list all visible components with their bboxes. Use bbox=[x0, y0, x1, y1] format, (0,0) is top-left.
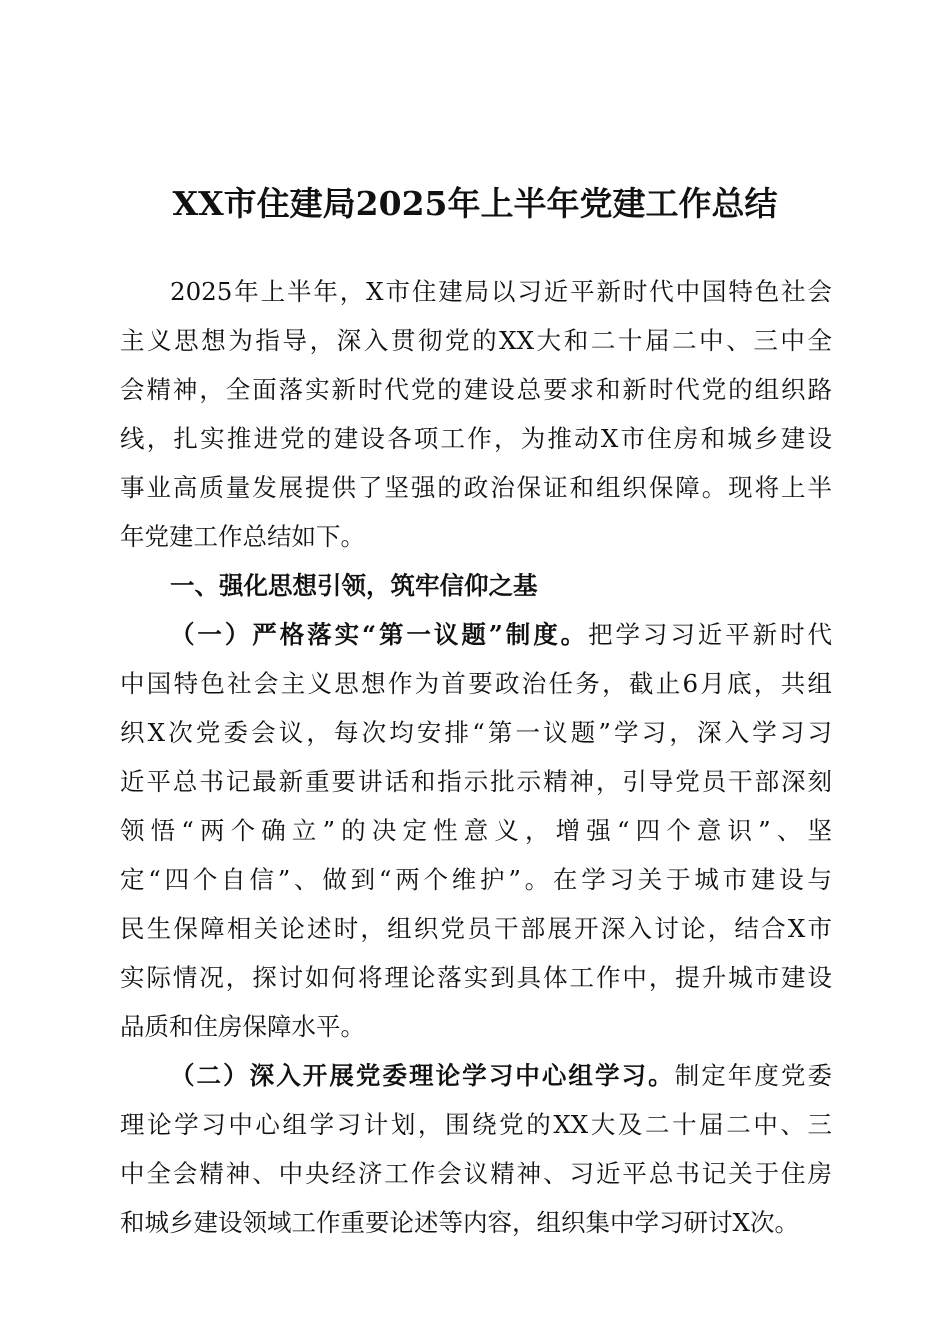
subsection-1-line: 实际情况，探讨如何将理论落实到具体工作中，提升城市建设 bbox=[120, 963, 832, 992]
subsection-1-line: 品质和住房保障水平。 bbox=[120, 1012, 365, 1041]
subsection-1-first-rest: 把学习习近平新时代 bbox=[588, 620, 832, 649]
subsection-1-line: 近平总书记最新重要讲话和指示批示精神，引导党员干部深刻 bbox=[120, 767, 832, 796]
subsection-2-first-line bbox=[120, 1051, 832, 1100]
intro-line: 线，扎实推进党的建设各项工作，为推动X市住房和城乡建设 bbox=[120, 424, 832, 453]
document-title: XX市住建局2025年上半年党建工作总结 bbox=[172, 184, 778, 223]
subsection-2-lead: （二）深入开展党委理论学习中心组学习。 bbox=[170, 1061, 675, 1090]
intro-line: 主义思想为指导，深入贯彻党的XX大和二十届二中、三中全 bbox=[120, 326, 832, 355]
subsection-1-line: 领悟“两个确立”的决定性意义，增强“四个意识”、坚 bbox=[120, 816, 832, 845]
subsection-2-line: 中全会精神、中央经济工作会议精神、习近平总书记关于住房 bbox=[120, 1159, 832, 1188]
subsection-2-line: 理论学习中心组学习计划，围绕党的XX大及二十届二中、三 bbox=[120, 1110, 832, 1139]
subsection-1-line: 织X次党委会议，每次均安排“第一议题”学习，深入学习习 bbox=[120, 718, 832, 747]
subsection-1-line: 民生保障相关论述时，组织党员干部展开深入讨论，结合X市 bbox=[120, 914, 832, 943]
intro-line: 事业高质量发展提供了坚强的政治保证和组织保障。现将上半 bbox=[120, 473, 832, 502]
intro-line: 会精神，全面落实新时代党的建设总要求和新时代党的组织路 bbox=[120, 375, 832, 404]
subsection-1-line: 定“四个自信”、做到“两个维护”。在学习关于城市建设与 bbox=[120, 865, 832, 894]
document-body bbox=[120, 267, 832, 1247]
subsection-1-first-line bbox=[120, 610, 832, 659]
section-heading: 一、强化思想引领，筑牢信仰之基 bbox=[170, 571, 538, 600]
subsection-2-line: 和城乡建设领域工作重要论述等内容，组织集中学习研讨X次。 bbox=[120, 1208, 799, 1237]
subsection-1-lead: （一）严格落实“第一议题”制度。 bbox=[170, 620, 589, 649]
intro-line: 2025年上半年，X市住建局以习近平新时代中国特色社会 bbox=[170, 277, 832, 306]
subsection-1-line: 中国特色社会主义思想作为首要政治任务，截止6月底，共组 bbox=[120, 669, 832, 698]
intro-line: 年党建工作总结如下。 bbox=[120, 522, 365, 551]
subsection-2-first-rest: 制定年度党委 bbox=[674, 1061, 832, 1090]
